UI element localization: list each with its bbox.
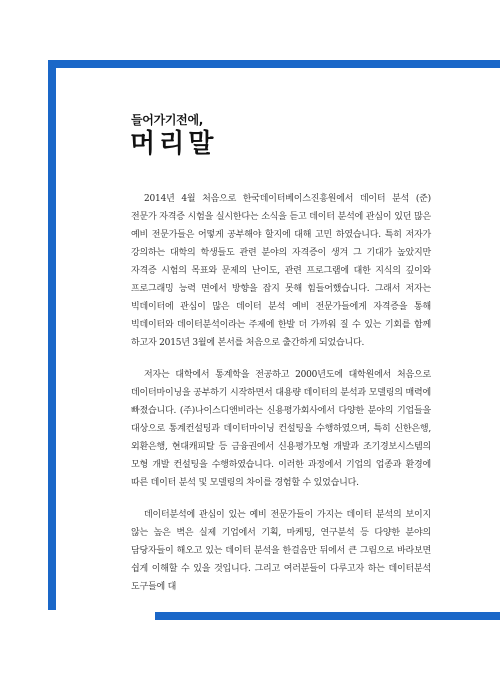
blue-frame-left-bar	[48, 60, 56, 610]
paragraph-3: 데이터분석에 관심이 있는 예비 전문가들이 가지는 데이터 분석의 보이지 않는 높은 벽은 실제 기업에서 기획, 마케팅, 연구분석 등 다양한 분야의 담당자들이 해오고 있는 데이터 분석을 한걸음만 뒤에서 큰 그림으로 바라보면 쉽게 이해할 수 있을 것입니다. 그리고 여러분들이 다루고자 하는 데이터분석 도구들에 대	[131, 510, 431, 592]
paragraph-1: 2014년 4월 처음으로 한국데이터베이스진흥원에서 데이터 분석 (준)전문가 자격증 시험을 실시한다는 소식을 듣고 데이터 분석에 관심이 있던 많은 예비 전문가들은 어떻게 공부해야 할지에 대해 고민 하였습니다. 특히 저자가 강의하는 대학의 학생들도 관련 분야의 자격증이 생겨 그 기대가 높았지만 자격증 시험의 목표와 문제의 난이도, 관련 프로그램에 대한 지식의 깊이와 프로그래밍 능력 면에서 방향을 잡지 못해 힘들어했습니다. 그래서 저자는 빅데이터에 관심이 많은 데이터 분석 예비 전문가들에게 자격증을 통해 빅데이터와 데이터분석이라는 주제에 한발 더 가까워 질 수 있는 기회를 함께 하고자 2015년 3월에 본서를 처음으로 출간하게 되었습니다.	[131, 194, 431, 348]
blue-frame-top-bar	[48, 60, 500, 68]
preface-body	[131, 190, 431, 610]
paragraph-2: 저자는 대학에서 통계학을 전공하고 2000년도에 대학원에서 처음으로 데이터마이닝을 공부하기 시작하면서 대용량 데이터의 분석과 모델링의 매력에 빠졌습니다. (주)나이스디앤비라는 신용평가회사에서 다양한 분야의 기업들을 대상으로 통계컨설팅과 데이터마이닝 컨설팅을 수행하였으며, 특히 신한은행, 외환은행, 현대캐피탈 등 금융권에서 신용평가모형 개발과 조기경보시스템의 모형 개발 컨설팅을 수행하였습니다. 이러한 과정에서 기업의 업종과 환경에 따른 데이터 분석 및 모델링의 차이를 경험할 수 있었습니다.	[131, 370, 431, 488]
page-title: 머리말	[130, 129, 218, 159]
blue-frame-bottom-bar	[155, 612, 500, 620]
section-subtitle: 들어가기전에,	[131, 113, 204, 127]
